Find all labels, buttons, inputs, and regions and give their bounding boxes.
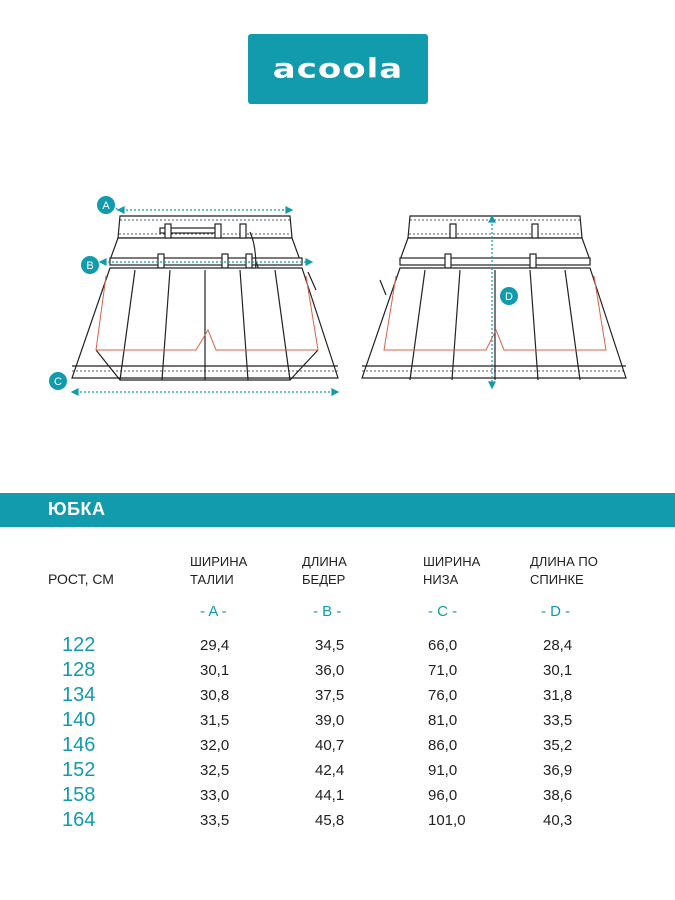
cell-a: 32,5 [200, 762, 230, 779]
cell-b: 37,5 [315, 687, 345, 704]
cell-c: 101,0 [428, 812, 466, 829]
cell-b: 34,5 [315, 637, 345, 654]
cell-b: 40,7 [315, 737, 345, 754]
row-height: 128 [62, 659, 96, 681]
svg-text:B: B [86, 260, 94, 272]
brand-logo [248, 34, 428, 104]
cell-d: 38,6 [543, 787, 573, 804]
cell-d: 31,8 [543, 687, 573, 704]
cell-a: 30,1 [200, 662, 230, 679]
cell-a: 29,4 [200, 637, 230, 654]
cell-b: 39,0 [315, 712, 345, 729]
col-header-hip-line1: ДЛИНА [302, 554, 347, 569]
row-height: 152 [62, 759, 96, 781]
cell-c: 71,0 [428, 662, 458, 679]
cell-b: 42,4 [315, 762, 345, 779]
col-header-hip-line2: БЕДЕР [302, 572, 346, 587]
row-height: 122 [62, 634, 96, 656]
cell-c: 91,0 [428, 762, 458, 779]
col-header-waist [190, 553, 247, 589]
label-c [49, 372, 67, 390]
table-row [0, 784, 675, 812]
skirt-front-view [72, 216, 338, 380]
table-row [0, 759, 675, 787]
table-row [0, 809, 675, 837]
cell-d: 36,9 [543, 762, 573, 779]
cell-d: 40,3 [543, 812, 573, 829]
col-letter-a: - A - [200, 603, 227, 620]
col-header-hip [302, 553, 347, 589]
cell-c: 81,0 [428, 712, 458, 729]
row-height: 158 [62, 784, 96, 806]
cell-c: 86,0 [428, 737, 458, 754]
table-row [0, 659, 675, 687]
cell-c: 96,0 [428, 787, 458, 804]
skirt-back-view [362, 216, 626, 380]
cell-a: 33,0 [200, 787, 230, 804]
cell-c: 66,0 [428, 637, 458, 654]
brand-logo-text: acoola [272, 53, 404, 85]
cell-a: 31,5 [200, 712, 230, 729]
cell-b: 44,1 [315, 787, 345, 804]
cell-d: 28,4 [543, 637, 573, 654]
cell-d: 33,5 [543, 712, 573, 729]
height-header: РОСТ, СМ [48, 571, 114, 587]
col-letter-b: - B - [313, 603, 342, 620]
row-height: 146 [62, 734, 96, 756]
row-height: 134 [62, 684, 96, 706]
cell-a: 30,8 [200, 687, 230, 704]
col-header-back-length-line1: ДЛИНА ПО [530, 554, 598, 569]
cell-a: 33,5 [200, 812, 230, 829]
col-header-waist-line2: ТАЛИИ [190, 572, 234, 587]
cell-d: 35,2 [543, 737, 573, 754]
table-row [0, 734, 675, 762]
svg-text:D: D [505, 291, 513, 303]
skirt-diagram [0, 180, 675, 420]
section-title: ЮБКА [48, 499, 106, 519]
col-header-back-length [530, 553, 598, 589]
label-d [500, 287, 518, 305]
label-b [81, 256, 99, 274]
col-letter-d: - D - [541, 603, 571, 620]
svg-text:A: A [102, 200, 110, 212]
cell-b: 36,0 [315, 662, 345, 679]
svg-text:C: C [54, 376, 62, 388]
label-a [97, 196, 115, 214]
col-letter-c: - C - [428, 603, 458, 620]
col-header-hem-line2: НИЗА [423, 572, 459, 587]
col-header-back-length-line2: СПИНКЕ [530, 572, 584, 587]
col-header-waist-line1: ШИРИНА [190, 554, 248, 569]
cell-b: 45,8 [315, 812, 345, 829]
cell-d: 30,1 [543, 662, 573, 679]
section-band [0, 493, 675, 527]
col-header-hem [423, 553, 480, 589]
table-row [0, 709, 675, 737]
cell-a: 32,0 [200, 737, 230, 754]
table-row [0, 684, 675, 712]
col-header-hem-line1: ШИРИНА [423, 554, 481, 569]
table-row [0, 634, 675, 662]
row-height: 140 [62, 709, 96, 731]
cell-c: 76,0 [428, 687, 458, 704]
row-height: 164 [62, 809, 96, 831]
